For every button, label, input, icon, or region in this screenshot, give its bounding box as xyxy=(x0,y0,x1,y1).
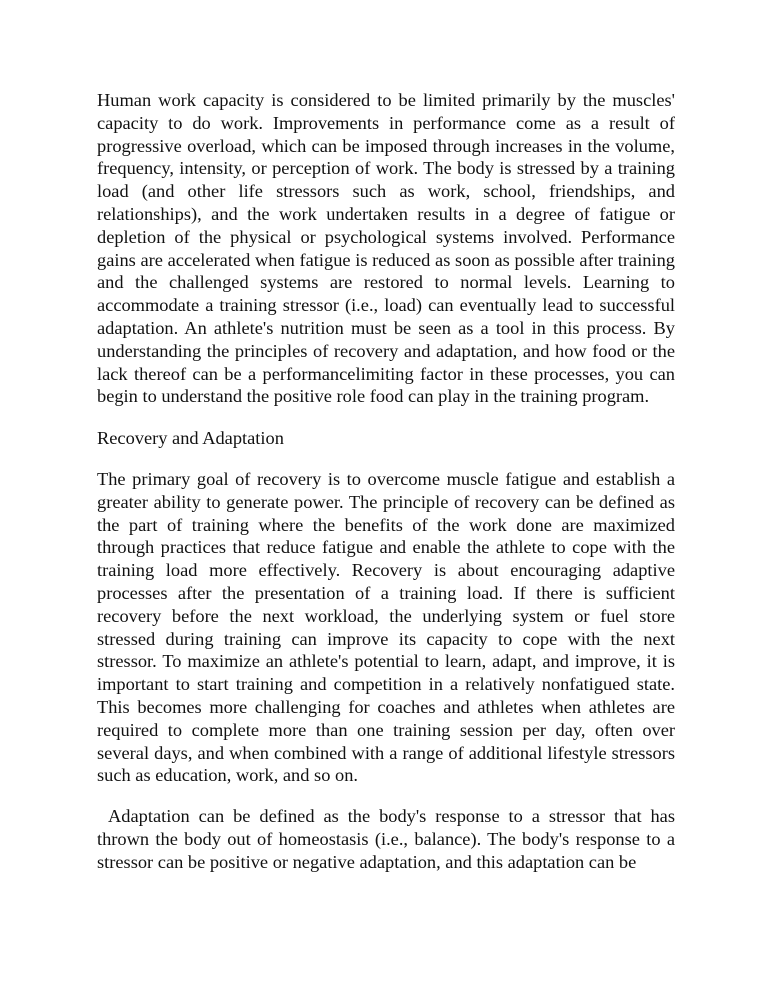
intro-paragraph: Human work capacity is considered to be limited primarily by the muscles' capacity to do work. Improvements in performance come as a result of progressive overload, which can be imposed through increases in the volume, frequency, intensity, or perception of work. The body is stressed by a training load (and other life stressors such as work, school, friendships, and relationships), and the work undertaken results in a degree of fatigue or depletion of the physical or psychological systems involved. Performance gains are accelerated when fatigue is reduced as soon as possible after training and the challenged systems are restored to normal levels. Learning to accommodate a training stressor (i.e., load) can eventually lead to successful adaptation. An athlete's nutrition must be seen as a tool in this process. By understanding the principles of recovery and adaptation, and how food or the lack thereof can be a performancelimiting factor in these processes, you can begin to understand the positive role food can play in the training program. xyxy=(97,90,675,407)
document-body xyxy=(97,89,675,874)
adaptation-paragraph: Adaptation can be defined as the body's response to a stressor that has thrown the body out of homeostasis (i.e., balance). The body's response to a stressor can be positive or negative adaptation, and this adaptation can be xyxy=(97,806,675,872)
recovery-paragraph: The primary goal of recovery is to overcome muscle fatigue and establish a greater ability to generate power. The principle of recovery can be defined as the part of training where the benefits of the work done are maximized through practices that reduce fatigue and enable the athlete to cope with the training load more effectively. Recovery is about encouraging adaptive processes after the presentation of a training load. If there is sufficient recovery before the next workload, the underlying system or fuel store stressed during training can improve its capacity to cope with the next stressor. To maximize an athlete's potential to learn, adapt, and improve, it is important to start training and competition in a relatively nonfatigued state. This becomes more challenging for coaches and athletes when athletes are required to complete more than one training session per day, often over several days, and when combined with a range of additional lifestyle stressors such as education, work, and so on. xyxy=(97,468,675,786)
section-heading: Recovery and Adaptation xyxy=(97,428,284,449)
